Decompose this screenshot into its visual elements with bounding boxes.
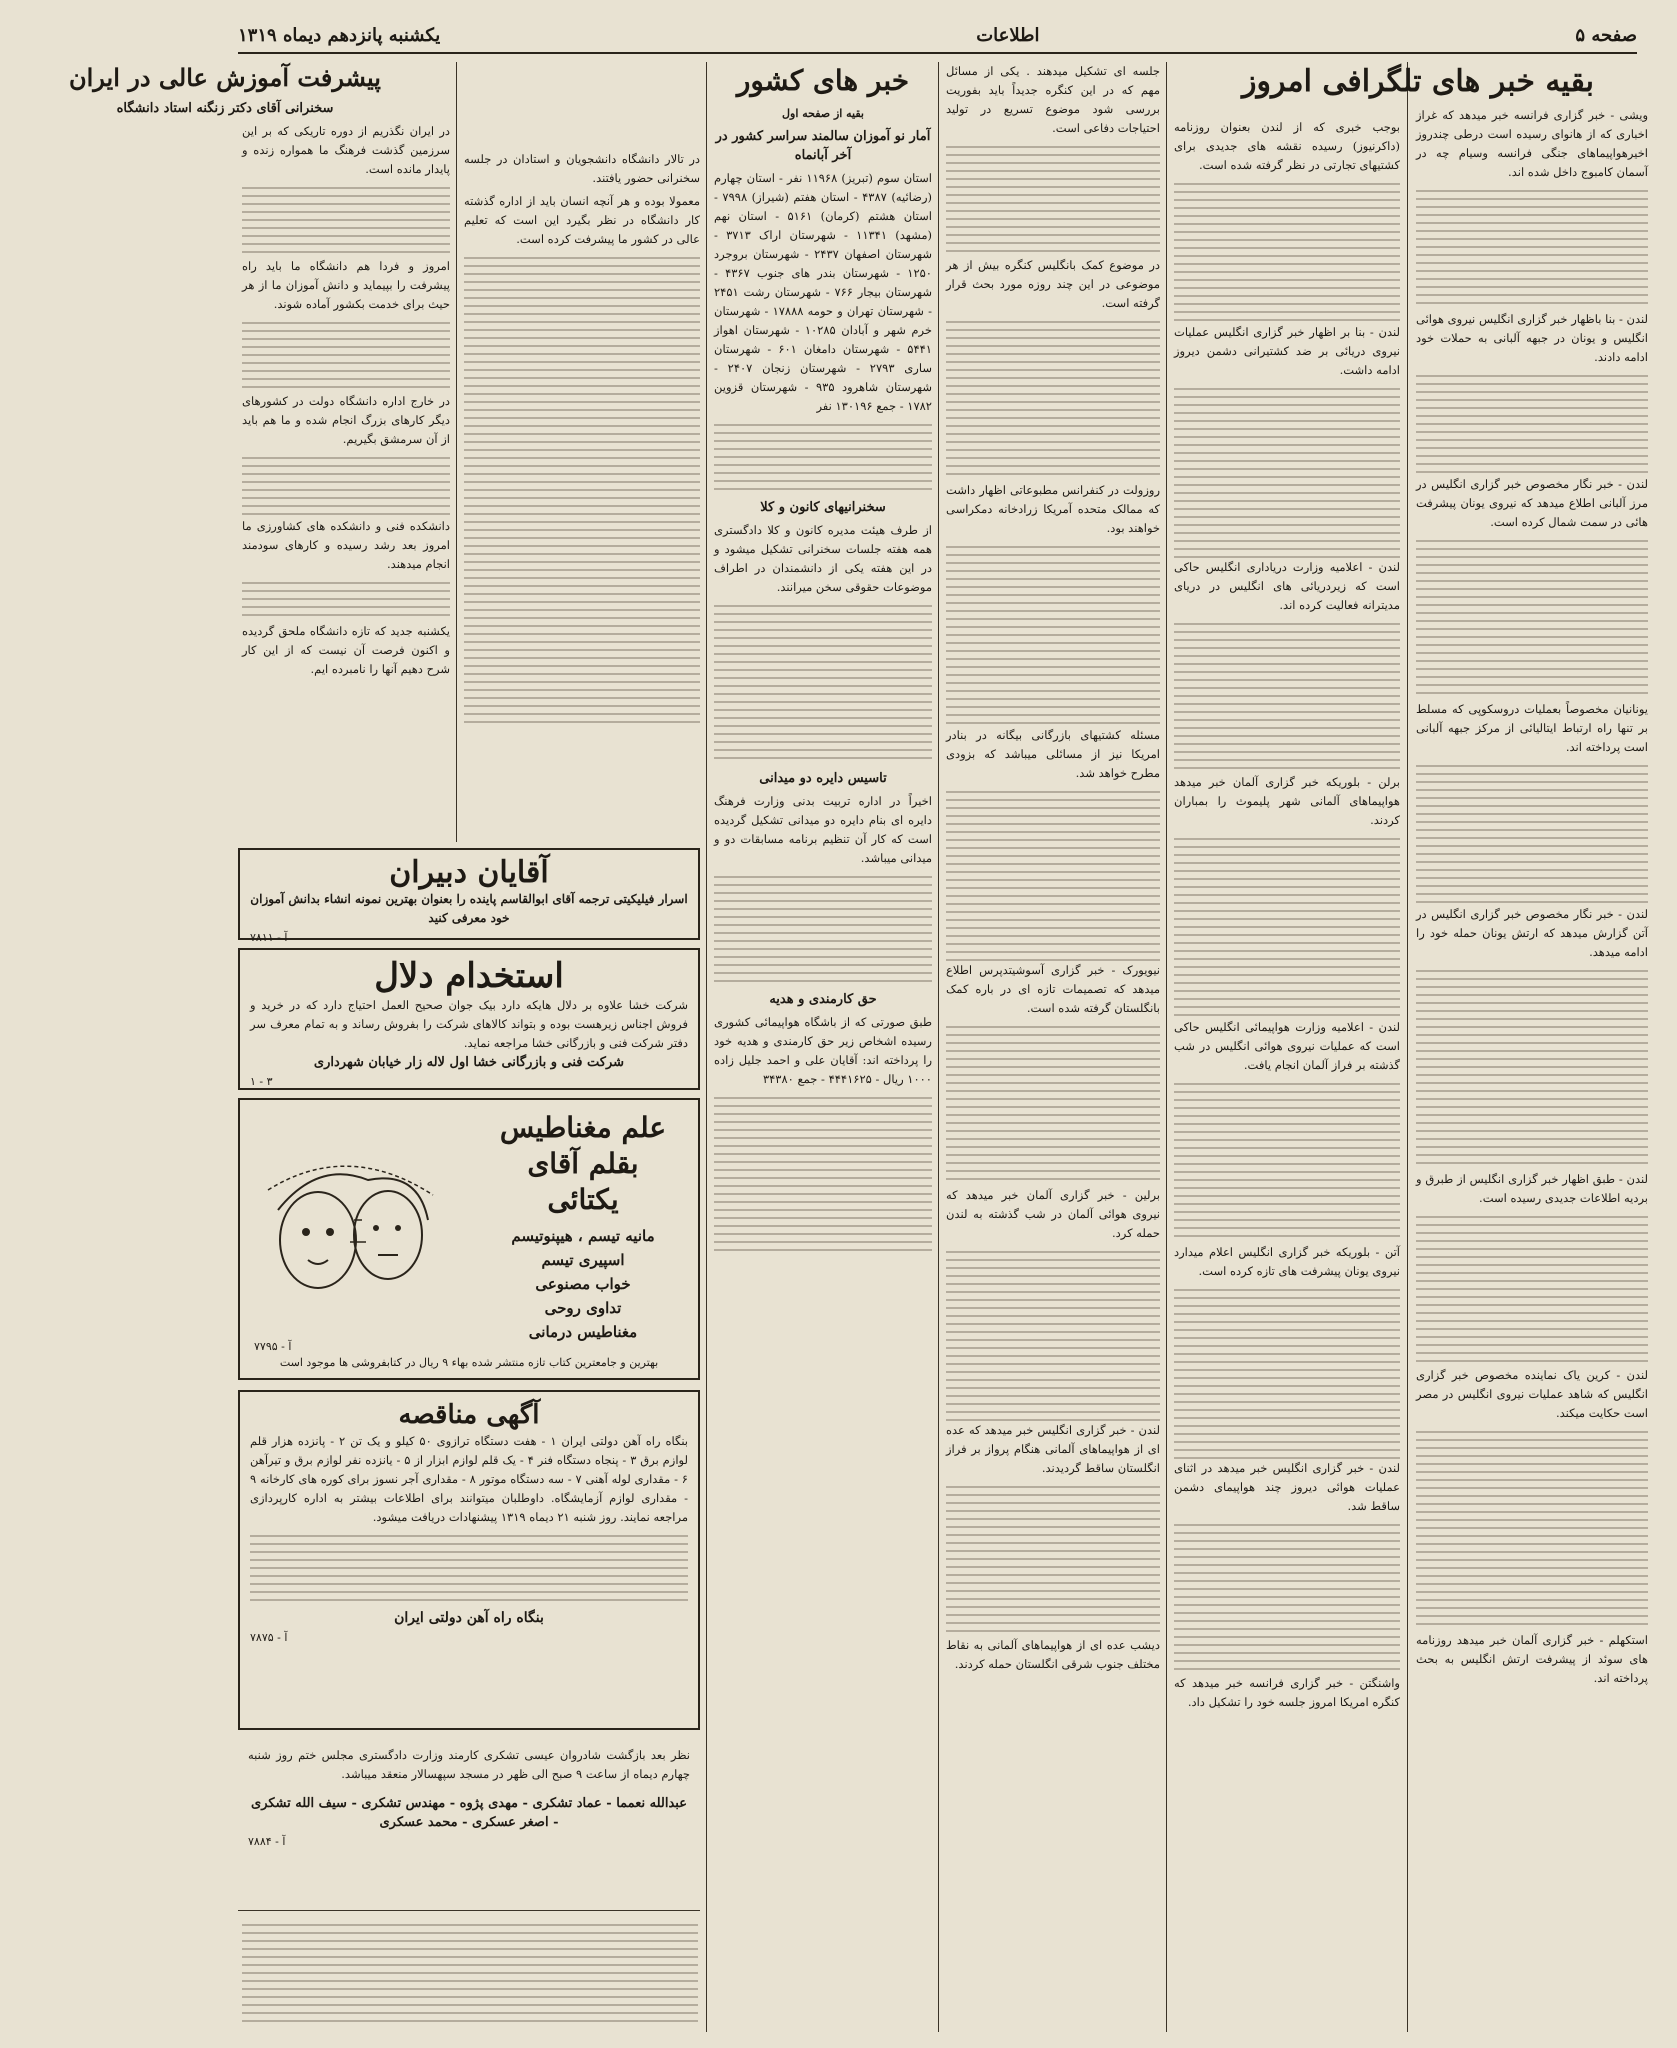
article-paragraph: لندن - خبر گزاری انگلیس خبر میدهد در اثنای عملیات هوائی دیروز چند هواپیمای دشمن ساقط شد. [1174,1461,1400,1513]
article-paragraph: لندن - اعلامیه وزارت هواپیمائی انگلیس حاکی است که عملیات نیروی هوائی انگلیس در شب گذشته بر فراز آلمان انجام یافت. [1174,1020,1400,1072]
headline-higher-education: پیشرفت آموزش عالی در ایران [69,63,381,92]
subhead-membership-dues: حق کارمندی و هدیه [769,991,877,1007]
ad-item: مغناطیس درمانی [528,1323,638,1341]
ad-code: آ - ۷۸۷۵ [250,1631,288,1644]
article-paragraph: آتن - بلوریکه خبر گزاری انگلیس اعلام میدارد نیروی یونان پیشرفت های تازه کرده است. [1174,1245,1400,1278]
article-paragraph: نیویورک - خبر گزاری آسوشیتدپرس اطلاع میدهد که تصمیمات تازه ای در باره کمک بانگلستان گرفته شده است. [946,963,1160,1015]
subhead-lawyers-lectures: سخنرانیهای کانون و کلا [760,499,886,515]
article-paragraph: جلسه ای تشکیل میدهند . یکی از مسائل مهم که در این کنگره جدیداً باید بفوریت بررسی شود موضوع تسریع در تولید احتیاجات دفاعی است. [946,64,1160,135]
masthead [238,18,1637,54]
article-paragraph: لندن - خبر نگار مخصوص خبر گزاری انگلیس در مرز آلبانی اطلاع میدهد که نیروی یونان پیشرفت هائی در سمت شمال کرده است. [1416,477,1648,529]
column-rule [938,62,939,2032]
article-paragraph: لندن - کرین یاک نماینده مخصوص خبر گزاری انگلیس که شاهد عملیات نیروی انگلیس در مصر است حکایت میکند. [1416,1368,1648,1420]
ad-item: مانیه تیسم ، هیپنوتیسم [511,1227,655,1245]
ad-footer: بهترین و جامعترین کتاب تازه منتشر شده بهاء ۹ ریال در کتابفروشی ها موجود است [279,1356,659,1369]
headline-country-news: خبر های کشور [736,64,910,97]
article-paragraph: یکشنبه جدید که تازه دانشگاه ملحق گردیده و اکنون فرصت آن نیست که از این کار شرح دهیم آنها را نامبرده ایم. [242,623,450,676]
notice-names: عبدالله نعمما - عماد تشکری - مهدی پژوه - مهندس تشکری - سیف الله تشکری - اصغر عسکری - محمد عسکری [251,1796,687,1830]
broker-ad [238,948,700,1090]
article-paragraph: لندن - اعلامیه وزارت دریاداری انگلیس حاکی است که زیردریائی های انگلیس در دریای مدیترانه فعالیت کرده اند. [1174,560,1400,612]
ad-code: آ - ۷۷۹۵ [254,1340,292,1353]
ad-title: آگهی مناقصه [398,1400,540,1430]
continued-label: بقیه از صفحه اول [782,106,864,120]
article-paragraph: استان سوم (تبریز) ۱۱۹۶۸ نفر - استان چهارم (رضائیه) ۴۳۸۷ - استان هفتم (شیراز) ۷۹۹۸ - استان هشتم (کرمان) ۵۱۶۱ - استان نهم (مشهد) ۱۱۳۴۱ - شهرستان اراک ۳۷۱۳ - شهرستان اصفهان ۲۴۳۷ - شهرستان بروجرد ۱۲۵۰ - شهرستان بندر های جنوب ۴۳۶۷ - شهرستان بیجار ۷۶۶ - شهرستان رشت ۲۴۵۱ - شهرستان تهران و حومه ۱۷۸۸۸ - شهرستان خرم شهر و آبادان ۱۰۲۸۵ - شهرستان اهواز ۵۴۴۱ - شهرستان دامغان ۶۰۱ - شهرستان ساری ۲۷۹۳ - شهرستان زنجان ۲۴۰۷ - شهرستان شاهرود ۹۳۵ - شهرستان قزوین ۱۷۸۲ - جمع ۱۳۰۱۹۶ نفر [714,170,932,413]
article-paragraph: اخیراً در اداره تربیت بدنی وزارت فرهنگ دایره ای بنام دایره دو میدانی تشکیل گردیده است که کار آن تنظیم برنامه مسابقات دو و میدانی میباشد. [714,793,932,865]
column-rule [706,62,707,2032]
headline-telegraph: بقیه خبر های تلگرافی امروز [1241,64,1595,99]
ad-item: خواب مصنوعی [535,1275,631,1293]
column-2 [1174,118,1400,2032]
page-number: صفحه ۵ [1575,24,1637,46]
column-rule [1166,62,1167,2032]
article-paragraph: روزولت در کنفرانس مطبوعاتی اظهار داشت که ممالک متحده آمریکا زرادخانه دمکراسی خواهند بود. [946,483,1160,535]
article-paragraph: بوجب خبری که از لندن بعنوان روزنامه (داکرنیوز) رسیده نقشه های جدیدی برای کشتیهای تجارتی در نظر گرفته شده است. [1174,120,1400,172]
divider [238,1910,700,1911]
tender-ad [238,1390,700,1730]
thanks-notice [238,1740,700,1900]
article-paragraph: مسئله کشتیهای بازرگانی بیگانه در بنادر امریکا نیز از مسائلی میباشد که بزودی مطرح خواهد شد. [946,728,1160,780]
article-paragraph: لندن - بنا بر اظهار خبر گزاری انگلیس عملیات نیروی دریائی بر ضد کشتیرانی دشمن دیروز ادامه داشت. [1174,325,1400,377]
article-paragraph: لندن - بنا باظهار خبر گزاری انگلیس نیروی هوائی انگلیس و یونان در جبهه آلبانی به حملات خود ادامه دادند. [1416,312,1648,364]
byline: سخنرانی آقای دکتر زنگنه استاد دانشگاه [116,100,334,116]
education-article-left [464,150,700,840]
article-paragraph: لندن - خبر گزاری انگلیس خبر میدهد که عده ای از هواپیماهای آلمانی هنگام پرواز بر فراز انگلستان ساقط گردیدند. [946,1423,1160,1475]
ad-footer: بنگاه راه آهن دولتی ایران [394,1610,544,1626]
article-paragraph: برلین - خبر گزاری آلمان خبر میدهد که نیروی هوائی آلمان در شب گذشته به لندن حمله کرد. [946,1188,1160,1240]
subhead-athletics-office: تاسیس دایره دو میدانی [759,770,887,786]
article-paragraph: امروز و فردا هم دانشگاه ما باید راه پیشرفت را بپیماید و دانش آموزان ما از هر حیث برای خدمت بکشور آماده شوند. [242,258,450,311]
notice-text: نظر بعد بازگشت شادروان عیسی تشکری کارمند وزارت دادگستری مجلس ختم روز شنبه چهارم دیماه از ساعت ۹ صبح الی ظهر در مسجد سپهسالار منعقد میباشد. [248,1748,690,1781]
article-paragraph: دیشب عده ای از هواپیماهای آلمانی به نقاط مختلف جنوب شرقی انگلستان حمله کردند. [946,1638,1160,1671]
newspaper-page [69,0,1677,2048]
ad-code: ۳ - ۱ [250,1075,273,1088]
article-paragraph: طبق صورتی که از باشگاه هواپیمائی کشوری رسیده اشخاص زیر حق کارمندی و هدیه خود را پرداخته اند: آقایان علی و احمد جلیل زاده ۱۰۰۰ ریال - ۴۴۴۱۶۲۵ - جمع ۳۴۳۸۰ [714,1014,932,1086]
bottom-article [242,1916,698,2026]
issue-date: یکشنبه پانزدهم دیماه ۱۳۱۹ [238,24,441,46]
article-paragraph: ویشی - خبر گزاری فرانسه خبر میدهد که غراز اخباری که از هانوای رسیده است درطی چندروز اخیرهواپیماهای جنگی فرانسه وسیام چه در آسمان کامبوج داخل شده اند. [1416,108,1648,179]
article-paragraph: در خارج اداره دانشگاه دولت در کشورهای دیگر کارهای بزرگ انجام شده و ما هم باید از آن سرمشق بگیریم. [242,393,450,446]
education-article [69,62,450,840]
column-rule [456,62,457,842]
article-paragraph: برلن - بلوریکه خبر گزاری آلمان خبر میدهد هواپیماهای آلمانی شهر پلیموث را بمباران کردند. [1174,775,1400,827]
article-paragraph: واشنگتن - خبر گزاری فرانسه خبر میدهد که کنگره امریکا امروز جلسه خود را تشکیل داد. [1174,1676,1400,1709]
column-4 [714,62,932,2032]
article-paragraph: لندن - طبق اظهار خبر گزاری انگلیس از طبرق و بردیه اطلاعات جدیدی رسیده است. [1416,1172,1648,1205]
ad-code: آ - ۷۸۱۱ [250,931,288,944]
article-paragraph: استکهلم - خبر گزاری آلمان خبر میدهد روزنامه های سوئد از پیشرفت ارتش انگلیس به بحث پرداخته اند. [1416,1633,1648,1685]
article-paragraph: لندن - خبر نگار مخصوص خبر گزاری انگلیس در آتن گزارش میدهد که ارتش یونان حمله خود را ادامه میدهد. [1416,907,1648,959]
article-paragraph: از طرف هیئت مدیره کانون و کلا دادگستری همه هفته جلسات سخنرانی تشکیل میشود و در این هفته یکی از دانشمندان در اطراف موضوعات حقوقی سخن میرانند. [714,522,932,594]
article-paragraph: دانشکده فنی و دانشکده های کشاورزی ما امروز بعد رشد رسیده و کارهای سودمند انجام میدهند. [242,518,450,571]
ad-title: استخدام دلال [374,956,564,996]
article-paragraph: در تالار دانشگاه دانشجویان و استادان در جلسه سخنرانی حضور یافتند. [464,152,700,185]
article-paragraph: در ایران نگذریم از دوره تاریکی که بر این سرزمین گذشت فرهنگ ما همواره زنده و پایدار مانده است. [242,123,450,176]
subhead-adult-students: آمار نو آموزان سالمند سراسر کشور در آخر آبانماه [715,128,931,163]
ad-text: اسرار فیلیکیتی ترجمه آقای ابوالقاسم پاینده را بعنوان بهترین نمونه انشاء بدانش آموزان خود معرفی کنید [250,892,688,925]
paper-name: اطلاعات [976,24,1040,46]
teachers-ad [238,848,700,944]
article-paragraph: در موضوع کمک بانگلیس کنگره بیش از هر موضوعی در این چند روزه مورد بحث قرار گرفته است. [946,258,1160,310]
hypnotist-illustration [258,1150,438,1320]
notice-code: آ - ۷۸۸۴ [248,1835,286,1848]
ad-text: شرکت خشا علاوه بر دلال هایکه دارد بیک جوان صحیح العمل احتیاج دارد که در خرید و فروش اجناس زیرهست بوده و بتواند کالاهای شرکت را بفروش رساند و به تمام معرف سر دفتر شرکت فنی و بازرگانی خشا مراجعه نماید. [250,998,688,1050]
column-rule [1407,62,1408,2032]
ad-item: اسپیری تیسم [541,1251,625,1269]
ad-title: علم مغناطیس بقلم آقای یکتائی [499,1111,667,1216]
ad-item: تداوی روحی [544,1299,622,1317]
article-paragraph: معمولا بوده و هر آنچه انسان باید از اداره گذشته کار دانشگاه در نظر بگیرد این است که تعلیم عالی در کشور ما پیشرفت کرده است. [464,194,700,246]
article-paragraph: یونانیان مخصوصاً بعملیات دروسکوپی که مسلط بر تنها راه ارتباط ایتالیائی از مرکز جبهه آلبانی است پرداخته اند. [1416,702,1648,754]
ad-title: آقایان دبیران [389,855,549,890]
ad-text: بنگاه راه آهن دولتی ایران ۱ - هفت دستگاه ترازوی ۵۰ کیلو و یک تن ۲ - پانزده هزار قلم لوازم برق ۳ - پنجاه دستگاه فنر ۴ - یک قلم لوازم ابزار از ۵ - یانزده نفر لوازم برق و تیرآهن ۶ - مقداری لوله آهنی ۷ - سه دستگاه موتور ۸ - مقداری آجر نسوز برای کوره های کارخانه ۹ - مقداری لوازم آزمایشگاه. داوطلبان میتوانند برای اطلاعات بیشتر به اداره کارپردازی مراجعه نمایند. روز شنبه ۲۱ دیماه ۱۳۱۹ پیشنهادات دریافت میشود. [250,1434,688,1524]
column-3 [946,62,1160,2032]
ad-company: شرکت فنی و بازرگانی خشا اول لاله زار خیابان شهرداری [313,1055,625,1070]
